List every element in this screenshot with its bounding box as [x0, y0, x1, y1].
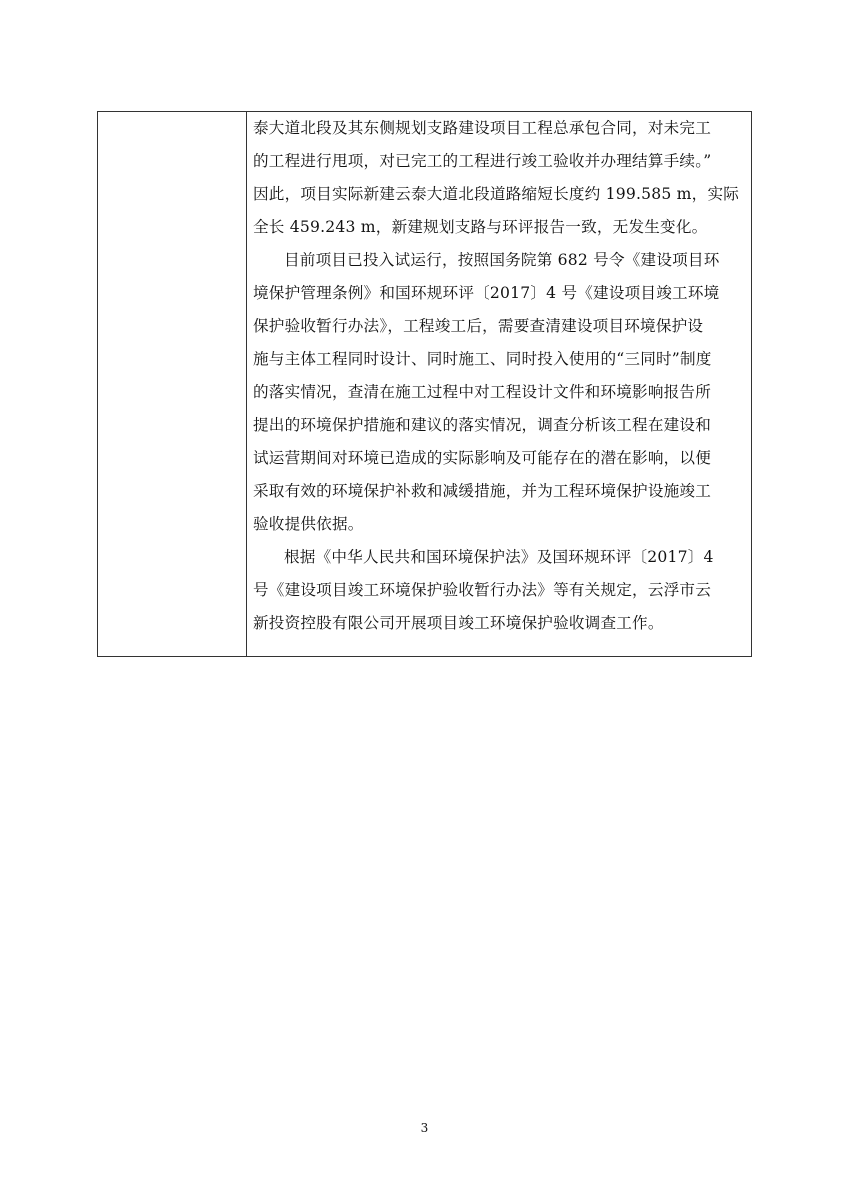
- page-number: 3: [420, 1121, 429, 1135]
- content-table: [97, 111, 752, 657]
- table-content-cell: [247, 112, 751, 656]
- paragraph-first-line: 目前项目已投入试运行，按照国务院第 682 号令《建设项目环: [284, 251, 720, 269]
- body-text-line: 提出的环境保护措施和建议的落实情况，调查分析该工程在建设和: [253, 416, 712, 434]
- body-text-line: 境保护管理条例》和国环规环评〔2017〕4 号《建设项目竣工环境: [253, 284, 720, 302]
- body-text-line: 的工程进行甩项，对已完工的工程进行竣工验收并办理结算手续。”: [253, 152, 712, 170]
- paragraph-first-line: 根据《中华人民共和国环境保护法》及国环规环评〔2017〕4: [284, 548, 714, 566]
- body-text-line: 因此，项目实际新建云泰大道北段道路缩短长度约 199.585 m，实际: [253, 185, 740, 203]
- body-text-line: 泰大道北段及其东侧规划支路建设项目工程总承包合同，对未完工: [253, 119, 712, 137]
- body-text-line: 采取有效的环境保护补救和减缓措施，并为工程环境保护设施竣工: [253, 482, 712, 500]
- body-text-line: 施与主体工程同时设计、同时施工、同时投入使用的“三同时”制度: [253, 350, 712, 368]
- body-text-line: 号《建设项目竣工环境保护验收暂行办法》等有关规定，云浮市云: [253, 581, 712, 599]
- body-text-line: 验收提供依据。: [253, 515, 364, 533]
- body-text-line: 保护验收暂行办法》，工程竣工后，需要查清建设项目环境保护设: [253, 317, 704, 335]
- body-text-line: 全长 459.243 m，新建规划支路与环评报告一致，无发生变化。: [253, 218, 708, 236]
- table-label-cell: [98, 112, 247, 656]
- body-text-line: 的落实情况，查清在施工过程中对工程设计文件和环境影响报告所: [253, 383, 712, 401]
- body-text-line: 试运营期间对环境已造成的实际影响及可能存在的潜在影响，以便: [253, 449, 712, 467]
- body-text-line: 新投资控股有限公司开展项目竣工环境保护验收调查工作。: [253, 614, 664, 632]
